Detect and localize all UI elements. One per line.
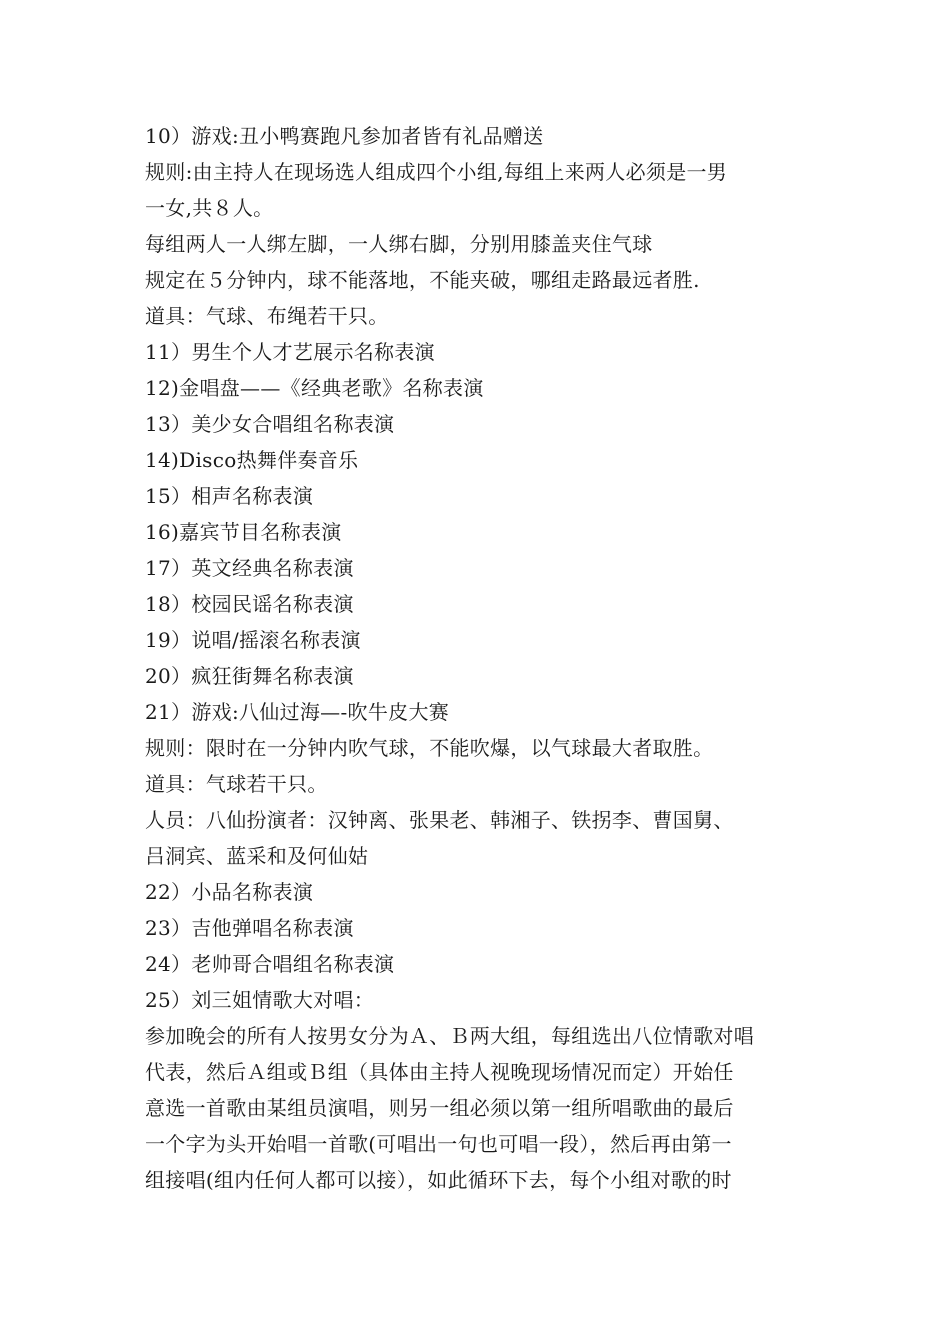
text-line: 22）小品名称表演 xyxy=(145,880,314,904)
text-line: 规则：限时在一分钟内吹气球，不能吹爆，以气球最大者取胜。 xyxy=(145,736,714,760)
text-line: 14)Disco热舞伴奏音乐 xyxy=(145,448,359,472)
text-line: 19）说唱/摇滚名称表演 xyxy=(145,628,361,652)
text-line: 16)嘉宾节目名称表演 xyxy=(145,520,342,544)
text-line: 组接唱(组内任何人都可以接），如此循环下去，每个小组对歌的时 xyxy=(145,1168,732,1192)
text-line: 每组两人一人绑左脚，一人绑右脚，分别用膝盖夹住气球 xyxy=(145,232,653,256)
text-line: 人员：八仙扮演者：汉钟离、张果老、韩湘子、铁拐李、曹国舅、 xyxy=(145,808,734,832)
text-line: 规定在５分钟内，球不能落地，不能夹破，哪组走路最远者胜. xyxy=(145,268,700,292)
text-line: 代表，然后Ａ组或Ｂ组（具体由主持人视晚现场情况而定）开始任 xyxy=(145,1060,734,1084)
text-line: 一女,共８人。 xyxy=(145,196,274,220)
text-line: 道具：气球若干只。 xyxy=(145,772,328,796)
text-line: 15）相声名称表演 xyxy=(145,484,314,508)
document-body xyxy=(145,118,815,1198)
text-line: 一个字为头开始唱一首歌(可唱出一句也可唱一段），然后再由第一 xyxy=(145,1132,732,1156)
text-line: 24）老帅哥合唱组名称表演 xyxy=(145,952,395,976)
text-line: 18）校园民谣名称表演 xyxy=(145,592,354,616)
text-line: 10）游戏:丑小鸭赛跑凡参加者皆有礼品赠送 xyxy=(145,124,544,148)
text-line: 20）疯狂街舞名称表演 xyxy=(145,664,354,688)
text-line: 17）英文经典名称表演 xyxy=(145,556,354,580)
text-line: 规则:由主持人在现场选人组成四个小组,每组上来两人必须是一男 xyxy=(145,160,728,184)
text-line: 25）刘三姐情歌大对唱： xyxy=(145,988,375,1012)
text-line: 道具：气球、布绳若干只。 xyxy=(145,304,389,328)
text-line: 21）游戏:八仙过海—-吹牛皮大赛 xyxy=(145,700,450,724)
text-line: 13）美少女合唱组名称表演 xyxy=(145,412,395,436)
text-line: 意选一首歌由某组员演唱，则另一组必须以第一组所唱歌曲的最后 xyxy=(145,1096,734,1120)
text-line: 23）吉他弹唱名称表演 xyxy=(145,916,354,940)
text-line: 吕洞宾、蓝采和及何仙姑 xyxy=(145,844,369,868)
text-line: 12)金唱盘——《经典老歌》名称表演 xyxy=(145,376,484,400)
text-line: 11）男生个人才艺展示名称表演 xyxy=(145,340,435,364)
text-line: 参加晚会的所有人按男女分为Ａ、Ｂ两大组，每组选出八位情歌对唱 xyxy=(145,1024,754,1048)
